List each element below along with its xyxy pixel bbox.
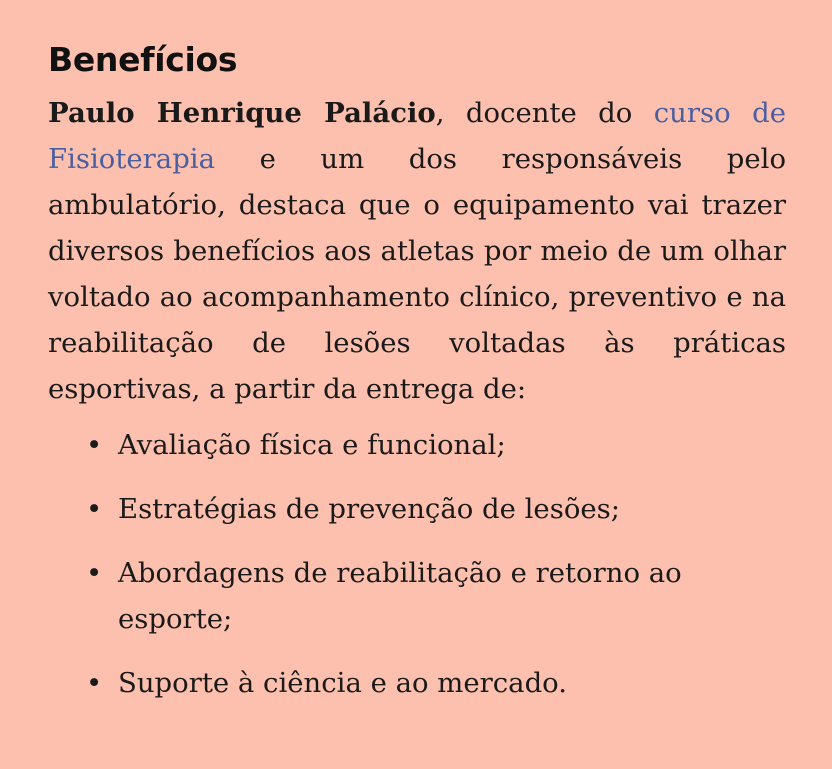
bullet-icon: • <box>86 667 103 699</box>
list-item <box>86 422 786 468</box>
list-item <box>86 550 786 642</box>
bullet-icon: • <box>86 429 103 461</box>
bullet-icon: • <box>86 557 103 589</box>
benefits-list <box>48 422 786 706</box>
benefits-box <box>48 38 786 724</box>
paragraph-text-after-link: e um dos responsáveis pelo ambulatório, destaca que o equipamento vai trazer diversos benefícios aos atletas por meio de um olhar voltado ao acompanhamento clínico, preventivo e na reabilitação de lesões voltadas às práticas esportivas, a partir da entrega de: <box>48 143 786 405</box>
person-name: Paulo Henrique Palácio <box>48 97 436 129</box>
list-item-text: Suporte à ciência e ao mercado. <box>118 667 567 699</box>
list-item <box>86 486 786 532</box>
bullet-icon: • <box>86 493 103 525</box>
list-item-text: Abordagens de reabilitação e retorno ao esporte; <box>118 557 682 635</box>
list-item <box>86 660 786 706</box>
list-item-text: Estratégias de prevenção de lesões; <box>118 493 621 525</box>
course-link[interactable]: curso de Fisioterapia <box>48 97 786 175</box>
section-heading: Benefícios <box>48 40 238 79</box>
paragraph-text-before-link: , docente do <box>435 97 654 129</box>
intro-paragraph <box>48 90 786 412</box>
list-item-text: Avaliação física e funcional; <box>118 429 506 461</box>
